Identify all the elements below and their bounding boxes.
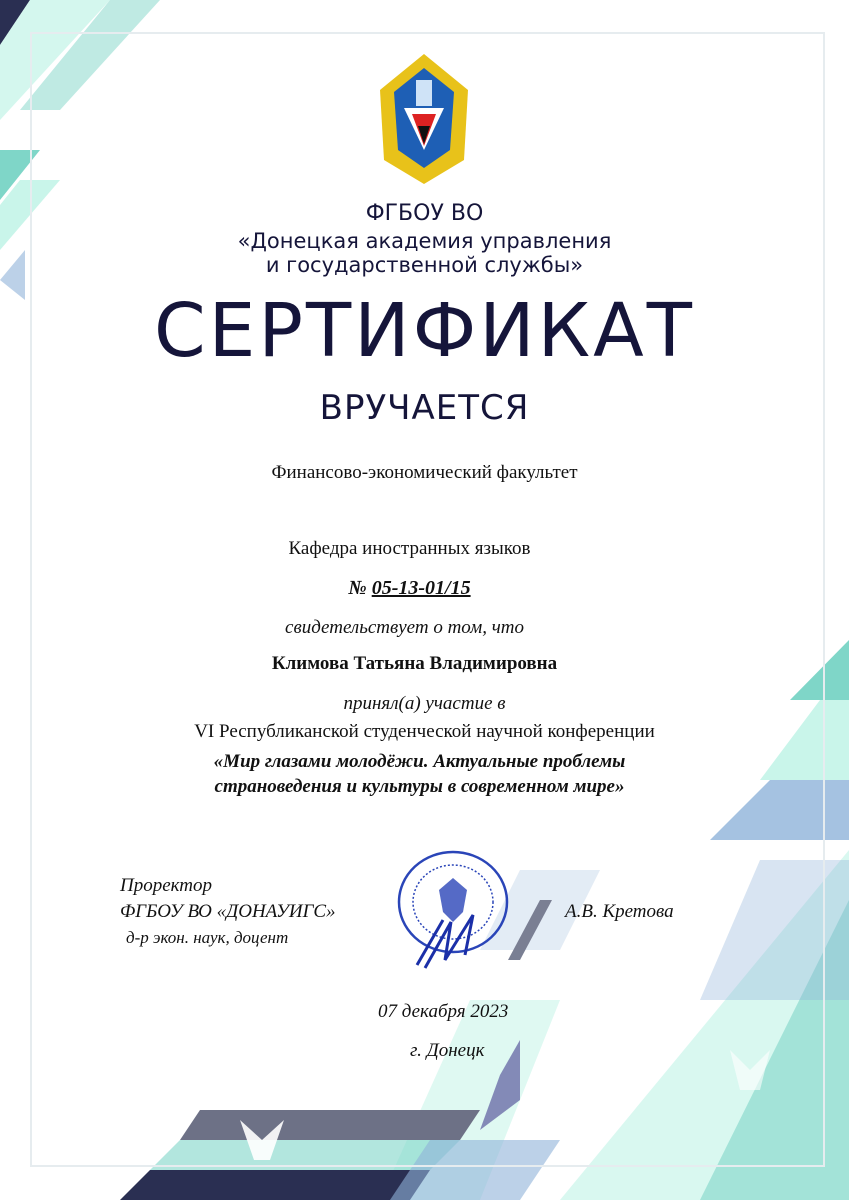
topic-line-2: страноведения и культуры в современном мире»: [214, 776, 625, 797]
participation-text: принял(а) участие в: [343, 693, 506, 714]
faculty: Финансово-экономический факультет: [271, 462, 578, 483]
issue-date: 07 декабря 2023: [378, 1001, 509, 1022]
certificate-number: [0, 577, 834, 600]
certifies-text: свидетельствует о том, что: [285, 617, 524, 638]
number-prefix: №: [348, 577, 367, 599]
signer-position: Проректор: [120, 875, 213, 896]
issue-city: г. Донецк: [410, 1040, 485, 1061]
handwritten-signature: [417, 915, 473, 968]
recipient-name: Климова Татьяна Владимировна: [271, 653, 558, 674]
signer-name: А.В. Кретова: [565, 901, 674, 922]
number-value: 05-13-01/15: [371, 577, 471, 599]
academy-emblem: [372, 50, 476, 188]
signer-organization: ФГБОУ ВО «ДОНАУИГС»: [120, 901, 336, 922]
topic-line-1: «Мир глазами молодёжи. Актуальные проблемы: [213, 751, 626, 772]
signer-degree: д-р экон. наук, доцент: [126, 928, 289, 947]
official-stamp: [395, 850, 515, 980]
organization-line-1: «Донецкая академия управления: [237, 229, 612, 253]
organization-line-2: и государственной службы»: [265, 253, 584, 277]
department: Кафедра иностранных языков: [288, 538, 531, 559]
certificate-subtitle: ВРУЧАЕТСЯ: [319, 388, 530, 428]
event-name: VI Республиканской студенческой научной конференции: [194, 721, 655, 742]
certificate-title: СЕРТИФИКАТ: [153, 288, 696, 374]
organization-short: ФГБОУ ВО: [365, 201, 484, 226]
